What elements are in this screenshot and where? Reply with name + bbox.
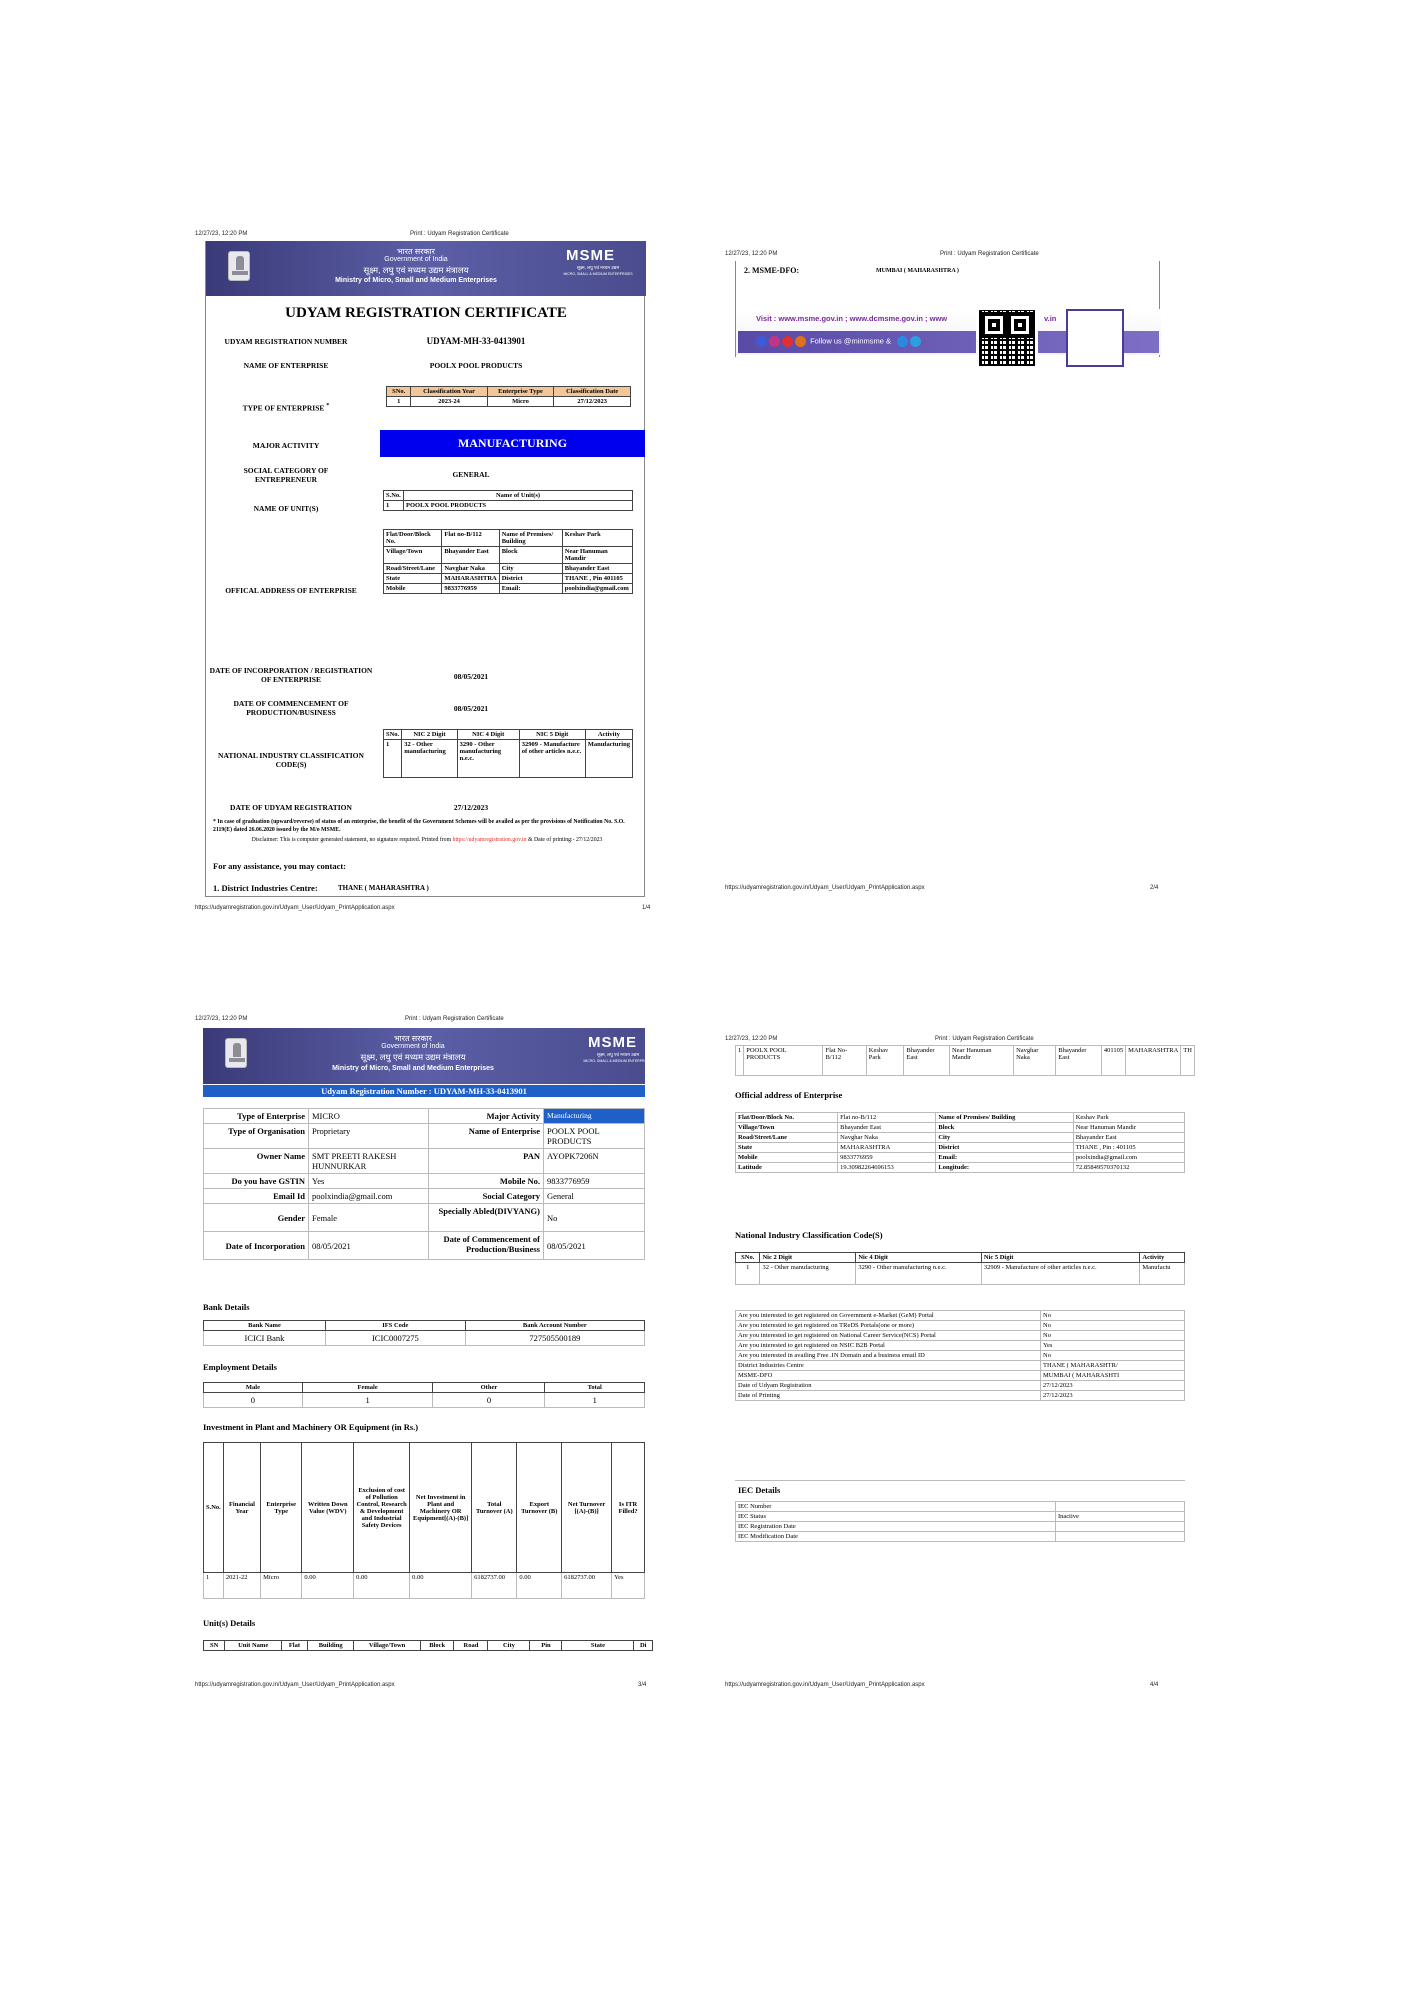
nic-title: National Industry Classification Code(S) bbox=[735, 1230, 883, 1240]
employment-table: Male Female Other Total 0 1 0 1 bbox=[203, 1382, 645, 1408]
certificate-title: UDYAM REGISTRATION CERTIFICATE bbox=[285, 305, 567, 321]
print-title: Print : Udyam Registration Certificate bbox=[410, 231, 509, 237]
udyam-date-label: DATE OF UDYAM REGISTRATION bbox=[230, 803, 352, 812]
dfo-value: MUMBAI ( MAHARASHTRA ) bbox=[876, 268, 959, 274]
graduation-note: * In case of graduation (upward/reverse) of status of an enterprise, the benefit of the Government Schemes will be availed as per the provisions of Notification No. S.O. 2119(E) dated 26.06.2020 issued by the M/o MSME. bbox=[213, 819, 625, 833]
official-address-table: Flat/Door/Block No. Flat no-B/112 Name of Premises/ Building Keshav Park Village/Town Bhayander East Block Near Hanuman Mandir Road/Street/Lane Navghar Naka City Bhayander East State MAHARASHTRA District THANE , Pin : 401105 Mobile 9833776959 Email: poolxindia@gmail.com Latitude 19.30982264696153 Longitude: 72.85849570370132 bbox=[735, 1112, 1185, 1173]
page-url: https://udyamregistration.gov.in/Udyam_User/Udyam_PrintApplication.aspx bbox=[195, 1682, 395, 1688]
qr-code bbox=[976, 307, 1038, 369]
gov-banner bbox=[206, 241, 646, 296]
type-table: SNo. Classification Year Enterprise Type Classification Date 1 2023-24 Micro 27/12/2023 bbox=[386, 386, 631, 407]
photo-box bbox=[1066, 309, 1124, 367]
telegram-icon[interactable] bbox=[910, 336, 921, 347]
visit-text-end: v.in bbox=[1044, 314, 1057, 323]
commencement-date: 08/05/2021 bbox=[453, 704, 489, 713]
dic-value: THANE ( MAHARASHTRA ) bbox=[338, 884, 429, 892]
page-4 bbox=[720, 1030, 1190, 1690]
page-2 bbox=[720, 245, 1190, 895]
investment-table: S.No. Financial Year Enterprise Type Written Down Value (WDV) Exclusion of cost of Pollution Control, Research & Development and Industrial Safety Devices Net Investment in Plant and Machinery OR Equipment[(A)-(B)] Total Turnover (A) Export Turnover (B) Net Turnover [(A)-(B)] Is ITR Filled? 1 2021-22 Micro 0.00 0.00 0.00 6182737.00 0.00 6182737.00 Yes bbox=[203, 1442, 645, 1599]
print-title: Print : Udyam Registration Certificate bbox=[405, 1016, 504, 1022]
reg-no: UDYAM-MH-33-0413901 bbox=[426, 336, 526, 346]
banner-ministry: Ministry of Micro, Small and Medium Enterprises bbox=[335, 277, 497, 284]
employment-title: Employment Details bbox=[203, 1362, 277, 1372]
dfo-frame bbox=[735, 261, 1160, 357]
msme-logo: MSME bbox=[588, 1034, 637, 1051]
page-url: https://udyamregistration.gov.in/Udyam_User/Udyam_PrintApplication.aspx bbox=[725, 1682, 925, 1688]
unit-row-continued: 1 POOLX POOL PRODUCTS Flat No- B/112 Keshav Park Bhayander East Near Hanuman Mandir Navghar Naka Bhayander East 401105 MAHARASHTRA TH bbox=[735, 1045, 1195, 1076]
nic-table: SNo. NIC 2 Digit NIC 4 Digit NIC 5 Digit Activity 1 32 - Other manufacturing 3290 - Other manufacturing n.e.c. 32909 - Manufacture of other articles n.e.c. Manufacturing bbox=[383, 729, 633, 778]
dfo-label: 2. MSME-DFO: bbox=[744, 266, 800, 275]
page-number: 2/4 bbox=[1150, 885, 1159, 891]
major-activity-badge: MANUFACTURING bbox=[380, 430, 645, 457]
gov-banner: भारत सरकार Government of India सूक्ष्म, लघु एवं मध्यम उद्यम मंत्रालय Ministry of Micro, Small and Medium Enterprises MSME सूक्ष्म, लघु एवं मध्यम उद्यम MICRO, SMALL & MEDIUM ENTERPRISES bbox=[203, 1028, 645, 1084]
social-label: SOCIAL CATEGORY OF ENTREPRENEUR bbox=[243, 466, 329, 484]
banner-hindi-2: सूक्ष्म, लघु एवं मध्यम उद्यम मंत्रालय bbox=[363, 265, 469, 275]
units-table: S.No. Name of Unit(s) 1 POOLX POOL PRODUCTS bbox=[383, 490, 633, 511]
print-date: 12/27/23, 12:20 PM bbox=[725, 251, 778, 257]
reg-no-label: UDYAM REGISTRATION NUMBER bbox=[224, 337, 348, 346]
msme-logo: MSME bbox=[566, 247, 615, 264]
dic-label: 1. District Industries Centre: bbox=[213, 883, 318, 893]
preferences-table: Are you interested to get registered on Government e-Market (GeM) Portal No Are you interested to get registered on TReDS Portals(one or more) No Are you interested to get registered on National Career Service(NCS) Portal No Are you interested to get registered on NSIC B2B Portal Yes Are you interested in availing Free .IN Domain and a business email ID No District Industries Centre THANE ( MAHARASHTR/ MSME-DFO MUMBAI ( MAHARASHTI Date of Udyam Registration 27/12/2023 Date of Printing 27/12/2023 bbox=[735, 1310, 1185, 1401]
msme-logo-en: MICRO, SMALL & MEDIUM ENTERPRISES bbox=[563, 272, 633, 276]
type-label: TYPE OF ENTERPRISE * bbox=[242, 402, 330, 413]
units-label: NAME OF UNIT(S) bbox=[253, 504, 319, 513]
nic-table-4: SNo. Nic 2 Digit Nic 4 Digit Nic 5 Digit Activity 1 32 - Other manufacturing 3290 - Other manufacturing n.e.c. 32909 - Manufacture of other articles n.e.c. Manufactu bbox=[735, 1252, 1185, 1285]
major-activity-label: MAJOR ACTIVITY bbox=[252, 441, 320, 450]
page-number: 4/4 bbox=[1150, 1682, 1159, 1688]
print-date: 12/27/23, 12:20 PM bbox=[195, 1016, 248, 1022]
official-address-title: Official address of Enterprise bbox=[735, 1090, 843, 1100]
investment-title: Investment in Plant and Machinery OR Equipment (in Rs.) bbox=[203, 1422, 419, 1432]
bank-table: Bank Name IFS Code Bank Account Number ICICI Bank ICIC0007275 727505500189 bbox=[203, 1320, 645, 1346]
iec-title: IEC Details bbox=[738, 1485, 781, 1495]
nic-label: NATIONAL INDUSTRY CLASSIFICATION CODE(S) bbox=[218, 751, 364, 769]
page-url: https://udyamregistration.gov.in/Udyam_User/Udyam_PrintApplication.aspx bbox=[725, 885, 925, 891]
udyam-link[interactable]: https://udyamregistration.gov.in bbox=[452, 837, 527, 843]
details-table: Type of Enterprise MICRO Major Activity Manufacturing Type of Organisation Proprietary Name of Enterprise POOLX POOL PRODUCTS Owner Name SMT PREETI RAKESH HUNNURKAR PAN AYOPK7206N Do you have GSTIN Yes Mobile No. 9833776959 Email Id poolxindia@gmail.com Social Category General Gender Female Specially Abled(DIVYANG) No Date of Incorporation 08/05/2021 Date of Commencement of Production/Business 08/05/2021 bbox=[203, 1108, 645, 1260]
print-date: 12/27/23, 12:20 PM bbox=[725, 1036, 778, 1042]
address-table: Flat/Door/Block No. Flat no-B/112 Name of Premises/ Building Keshav Park Village/Town Bhayander East Block Near Hanuman Mandir Road/Street/Lane Navghar Naka City Bhayander East State MAHARASHTRA District THANE , Pin 401105 Mobile 9833776959 Email: poolxindia@gmail.com bbox=[383, 529, 633, 594]
koo-icon[interactable] bbox=[795, 336, 806, 347]
disclaimer: Disclaimer: This is computer generated statement, no signature required. Printed from https://udyamregistration.gov.in & Date of printing:- 27/12/2023 bbox=[251, 837, 603, 843]
enterprise-name-label: NAME OF ENTERPRISE bbox=[243, 361, 329, 370]
page-number: 1/4 bbox=[642, 905, 651, 911]
units-details-header: SN Unit Name Flat Building Village/Town Block Road City Pin State Di bbox=[203, 1640, 653, 1651]
emblem-icon bbox=[225, 1038, 247, 1068]
instagram-icon[interactable] bbox=[769, 336, 780, 347]
page-number: 3/4 bbox=[638, 1682, 647, 1688]
print-title: Print : Udyam Registration Certificate bbox=[940, 251, 1039, 257]
udyam-date: 27/12/2023 bbox=[453, 803, 489, 812]
commencement-label: DATE OF COMMENCEMENT OF PRODUCTION/BUSINESS bbox=[233, 699, 349, 717]
print-date: 12/27/23, 12:20 PM bbox=[195, 231, 248, 237]
emblem-icon bbox=[228, 251, 250, 281]
social-category: GENERAL bbox=[452, 470, 490, 479]
enterprise-name: POOLX POOL PRODUCTS bbox=[429, 361, 523, 370]
address-label: OFFICAL ADDRESS OF ENTERPRISE bbox=[225, 586, 357, 595]
incorporation-label: DATE OF INCORPORATION / REGISTRATION OF ENTERPRISE bbox=[209, 666, 373, 684]
banner-gov: Government of India bbox=[384, 256, 448, 263]
contact-heading: For any assistance, you may contact: bbox=[213, 861, 346, 871]
incorporation-date: 08/05/2021 bbox=[453, 672, 489, 681]
footer-strip bbox=[736, 309, 1161, 355]
page-3 bbox=[190, 1010, 660, 1700]
units-title: Unit(s) Details bbox=[203, 1618, 256, 1628]
certificate-frame bbox=[205, 241, 645, 897]
msme-logo-hi: सूक्ष्म, लघु एवं मध्यम उद्यम bbox=[576, 265, 620, 270]
banner-hindi-1: भारत सरकार bbox=[397, 247, 435, 256]
visit-text: Visit : www.msme.gov.in ; www.dcmsme.gov.in ; www bbox=[756, 314, 948, 323]
twitter-icon[interactable] bbox=[897, 336, 908, 347]
print-title: Print : Udyam Registration Certificate bbox=[935, 1036, 1034, 1042]
youtube-icon[interactable] bbox=[782, 336, 793, 347]
bank-title: Bank Details bbox=[203, 1302, 250, 1312]
page-url: https://udyamregistration.gov.in/Udyam_User/Udyam_PrintApplication.aspx bbox=[195, 905, 395, 911]
page-1 bbox=[190, 225, 660, 925]
facebook-icon[interactable] bbox=[756, 336, 767, 347]
reg-number-bar: Udyam Registration Number : UDYAM-MH-33-0413901 bbox=[203, 1085, 645, 1097]
follow-text: Follow us @minmsme & bbox=[810, 336, 892, 346]
iec-table: IEC Number IEC Status Inactive IEC Registration Date IEC Modification Date bbox=[735, 1501, 1185, 1542]
iec-box bbox=[735, 1480, 1185, 1560]
